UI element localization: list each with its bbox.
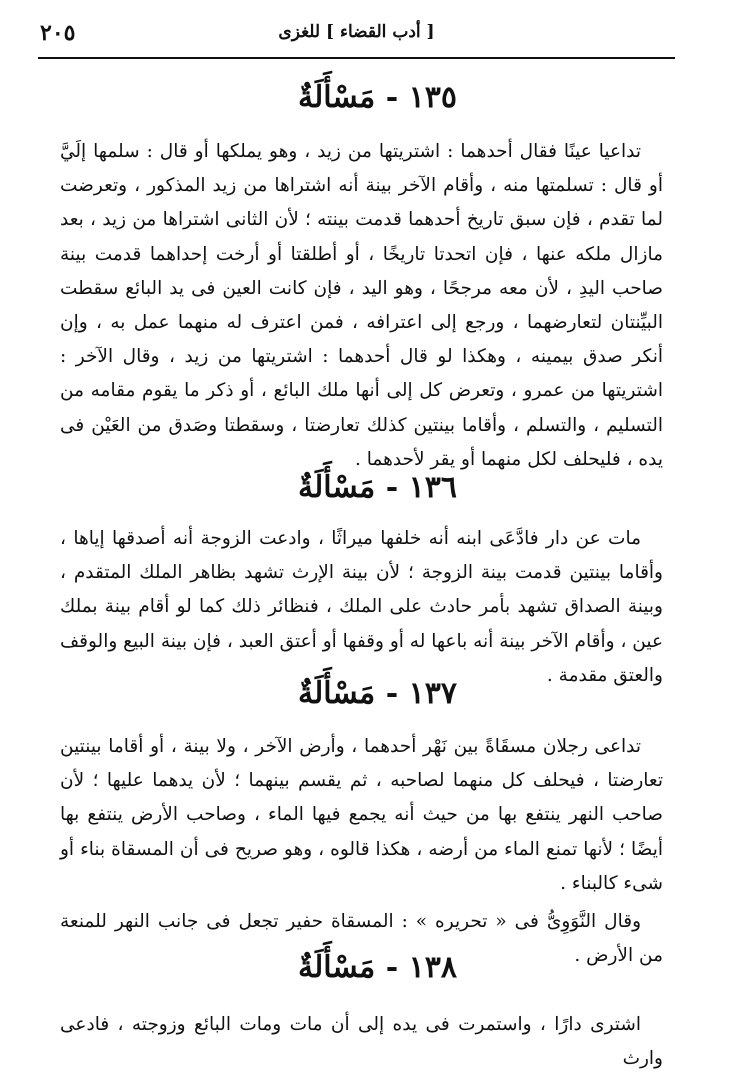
section-heading-137: ١٣٧ - مَسْأَلَةٌ xyxy=(298,676,457,711)
section-body-135 xyxy=(60,135,663,477)
section-heading-136: ١٣٦ - مَسْأَلَةٌ xyxy=(298,470,457,505)
section-heading-138: ١٣٨ - مَسْأَلَةٌ xyxy=(298,950,457,985)
paragraph: تداعيا عينًا فقال أحدهما : اشتريتها من زيد ، وهو يملكها أو قال : سلمها إلَيَّ أو قال : تسلمتها منه ، وأقام الآخر بينة أنه اشتراها من زيد المذكور ، وتعرضت لما تقدم ، فإن سبق تاريخ أحدهما قدمت بينته ؛ لأن الثانى اشتراها من زيد ، بعد مازال ملكه عنها ، فإن اتحدتا تاريخًا ، أو أطلقتا أو أرخت إحداهما قدمت بينة صاحب اليدِ ، لأن معه مرجحًا ، وهو اليد ، فإن كانت العين فى يد البائع سقطت البيِّنتان لتعارضهما ، ورجع إلى اعترافه ، فمن اعترف له منهما عمل به ، وإن أنكر صدق بيمينه ، وهكذا لو قال أحدهما : اشتريتها من زيد ، وقال الآخر : اشتريتها من عمرو ، وتعرض كل إلى أنها ملك البائع ، أو ذكر ما يقوم مقامه من التسليم ، والتسلم ، وأقاما بينتين كذلك تعارضتا ، وسقطتا وصَدق من العَيْن فى يده ، فليحلف لكل منهما أو يقر لأحدهما . xyxy=(60,141,663,470)
paragraph: اشترى دارًا ، واستمرت فى يده إلى أن مات ومات البائع وزوجته ، فادعى وارث xyxy=(60,1014,663,1070)
section-heading-135: ١٣٥ - مَسْأَلَةٌ xyxy=(298,80,457,115)
paragraph: مات عن دار فادَّعَى ابنه أنه خلفها ميراثًا ، وادعت الزوجة أنه أصدقها إياها ، وأقاما بينتين قدمت بينة الزوجة ؛ لأن بينة الإرث تشهد بظاهر الملك المتقدم ، وبينة الصداق تشهد بأمر حادث على الملك ، فنظائر ذلك كما لو أقام بينة بملك عين ، وأقام الآخر بينة أنه باعها له أو وقفها أو أعتق العبد ، فإن بينة البيع والوقف والعتق مقدمة . xyxy=(60,528,663,686)
paragraph: تداعى رجلان مسقَاةً بين نَهْر أحدهما ، وأرض الآخر ، ولا بينة ، أو أقاما بينتين تعارضتا ، فيحلف كل منهما لصاحبه ، ثم يقسم بينهما ؛ لأن يدهما عليها ؛ لأن صاحب النهر ينتفع بها من حيث أنه يجمع فيها الماء ، وصاحب الأرض ينتفع بها أيضًا ؛ لأنها تمنع الماء من أرضه ، هكذا قالوه ، وهو صريح فى أن المسقاة بناء أو شىء كالبناء . xyxy=(60,736,663,894)
section-body-137 xyxy=(60,730,663,901)
running-title: [ أدب القضاء ] للغزى xyxy=(278,22,435,42)
note-paragraph: وقال النَّوَوِىُّ فى « تحريره » : المسقاة حفير تجعل فى جانب النهر للمنعة من الأرض . xyxy=(60,911,663,967)
header-rule xyxy=(38,57,675,59)
running-header xyxy=(40,14,673,54)
section-body-136 xyxy=(60,522,663,693)
page-number: ٢٠٥ xyxy=(40,20,76,46)
section-body-138 xyxy=(60,1008,663,1076)
